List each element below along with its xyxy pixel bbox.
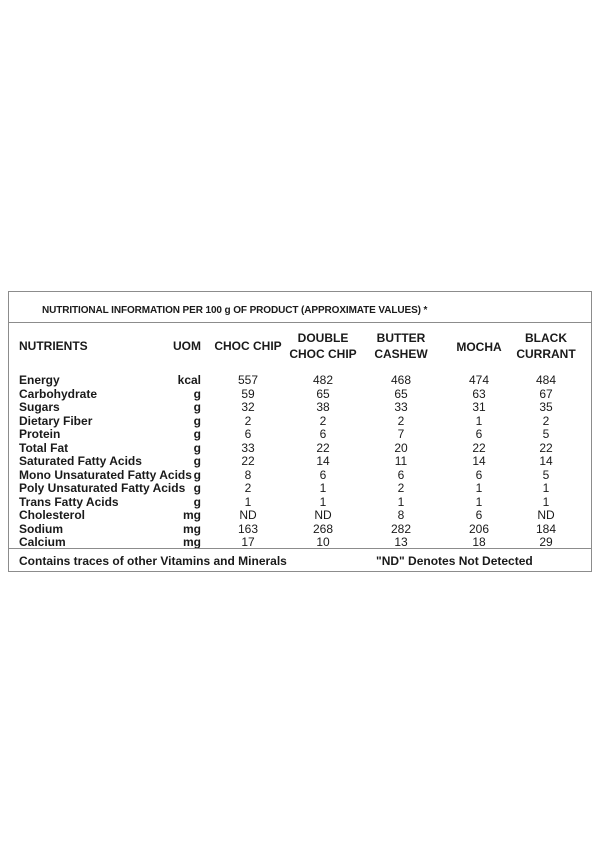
value-butter-cashew: 33: [394, 400, 408, 414]
value-double-choc-chip: 482: [312, 373, 334, 387]
value-butter-cashew: 20: [394, 440, 408, 455]
table-row: [9, 401, 591, 415]
nutrient-name: Total Fat: [19, 440, 69, 455]
value-mocha: 474: [468, 373, 490, 387]
table-row: [9, 442, 591, 456]
header-nutrients: NUTRIENTS: [19, 339, 88, 353]
value-double-choc-chip: 2: [319, 413, 327, 428]
nutrient-uom: g: [193, 481, 201, 495]
value-mocha: 14: [472, 454, 486, 468]
value-black-currant: 35: [539, 400, 553, 414]
value-mocha: 18: [472, 535, 486, 549]
nutrient-uom: kcal: [177, 373, 201, 387]
value-butter-cashew: 13: [394, 535, 408, 549]
value-mocha: 6: [475, 427, 483, 441]
nutrient-uom: g: [193, 494, 201, 509]
nutrient-name: Saturated Fatty Acids: [19, 454, 142, 468]
nutrient-uom: g: [193, 440, 201, 455]
value-black-currant: 67: [539, 386, 553, 401]
value-double-choc-chip: 10: [316, 535, 330, 549]
nutrient-uom: g: [193, 400, 201, 414]
table-row: [9, 374, 591, 388]
table-row: [9, 496, 591, 510]
value-mocha: 1: [475, 494, 483, 509]
value-butter-cashew: 11: [394, 454, 408, 468]
nutrient-name: Poly Unsaturated Fatty Acids: [19, 481, 186, 495]
value-mocha: 63: [472, 386, 486, 401]
value-choc-chip: 6: [244, 427, 252, 441]
table-row: [9, 455, 591, 469]
nutrient-name: Mono Unsaturated Fatty Acids: [19, 467, 192, 482]
nutrient-name: Energy: [19, 373, 60, 387]
nutrient-uom: mg: [183, 508, 201, 522]
value-choc-chip: 22: [241, 454, 255, 468]
header-mocha: MOCHA: [456, 340, 502, 354]
table-row: [9, 509, 591, 523]
value-choc-chip: 33: [241, 440, 255, 455]
header-double-choc-chip: DOUBLE CHOC CHIP: [289, 331, 357, 361]
header-butter-cashew: BUTTER CASHEW: [374, 331, 428, 361]
value-choc-chip: 2: [244, 413, 252, 428]
nutrient-uom: mg: [183, 521, 201, 536]
value-butter-cashew: 1: [397, 494, 405, 509]
nutrition-panel: [8, 291, 592, 572]
value-black-currant: ND: [537, 508, 555, 522]
footer-note-vitamins: Contains traces of other Vitamins and Minerals: [19, 554, 287, 568]
table-row: [9, 469, 591, 483]
nutrient-name: Carbohydrate: [19, 386, 98, 401]
nutrient-uom: g: [193, 467, 201, 482]
value-butter-cashew: 8: [397, 508, 405, 522]
nutrient-name: Sodium: [19, 521, 63, 536]
value-double-choc-chip: 22: [316, 440, 330, 455]
table-row: [9, 388, 591, 402]
value-double-choc-chip: 268: [312, 521, 334, 536]
value-double-choc-chip: ND: [314, 508, 332, 522]
value-black-currant: 1: [542, 494, 550, 509]
value-mocha: 206: [468, 521, 490, 536]
header-uom: UOM: [173, 339, 201, 353]
value-choc-chip: 17: [241, 535, 255, 549]
table-row: [9, 415, 591, 429]
nutrient-uom: g: [193, 427, 201, 441]
value-double-choc-chip: 14: [316, 454, 330, 468]
table-row: [9, 523, 591, 537]
nutrient-uom: g: [193, 454, 201, 468]
value-mocha: 1: [475, 413, 483, 428]
nutrient-uom: g: [193, 413, 201, 428]
footer-divider: [9, 548, 591, 549]
value-black-currant: 29: [539, 535, 553, 549]
value-double-choc-chip: 65: [316, 386, 330, 401]
value-butter-cashew: 282: [390, 521, 412, 536]
value-butter-cashew: 468: [390, 373, 412, 387]
value-mocha: 31: [472, 400, 486, 414]
footer-note-nd: "ND" Denotes Not Detected: [376, 554, 533, 568]
value-double-choc-chip: 38: [316, 400, 330, 414]
value-black-currant: 22: [539, 440, 553, 455]
value-double-choc-chip: 6: [319, 467, 327, 482]
value-butter-cashew: 2: [397, 481, 405, 495]
value-butter-cashew: 2: [397, 413, 405, 428]
value-double-choc-chip: 6: [319, 427, 327, 441]
value-black-currant: 1: [542, 481, 550, 495]
nutrient-name: Dietary Fiber: [19, 413, 93, 428]
value-choc-chip: ND: [239, 508, 257, 522]
value-choc-chip: 32: [241, 400, 255, 414]
nutrient-uom: g: [193, 386, 201, 401]
value-mocha: 6: [475, 508, 483, 522]
value-choc-chip: 59: [241, 386, 255, 401]
value-butter-cashew: 65: [394, 386, 408, 401]
nutrient-name: Trans Fatty Acids: [19, 494, 119, 509]
value-black-currant: 2: [542, 413, 550, 428]
value-mocha: 6: [475, 467, 483, 482]
nutrient-uom: mg: [183, 535, 201, 549]
panel-title: NUTRITIONAL INFORMATION PER 100 g OF PRODUCT (APPROXIMATE VALUES) *: [42, 305, 428, 316]
value-double-choc-chip: 1: [319, 494, 327, 509]
header-divider: [9, 322, 591, 323]
value-mocha: 1: [475, 481, 483, 495]
value-choc-chip: 8: [244, 467, 252, 482]
nutrient-name: Calcium: [19, 535, 66, 549]
value-double-choc-chip: 1: [319, 481, 327, 495]
value-butter-cashew: 7: [397, 427, 405, 441]
value-butter-cashew: 6: [397, 467, 405, 482]
value-black-currant: 14: [539, 454, 553, 468]
value-mocha: 22: [472, 440, 486, 455]
value-black-currant: 184: [535, 521, 557, 536]
nutrient-name: Sugars: [19, 400, 60, 414]
value-choc-chip: 163: [237, 521, 259, 536]
value-choc-chip: 1: [244, 494, 252, 509]
header-black-currant: BLACK CURRANT: [516, 331, 576, 361]
value-black-currant: 5: [542, 427, 550, 441]
value-black-currant: 5: [542, 467, 550, 482]
table-row: [9, 428, 591, 442]
nutrient-name: Cholesterol: [19, 508, 86, 522]
value-choc-chip: 2: [244, 481, 252, 495]
nutrient-name: Protein: [19, 427, 61, 441]
value-choc-chip: 557: [237, 373, 259, 387]
table-row: [9, 482, 591, 496]
header-choc-chip: CHOC CHIP: [214, 339, 282, 353]
value-black-currant: 484: [535, 373, 557, 387]
